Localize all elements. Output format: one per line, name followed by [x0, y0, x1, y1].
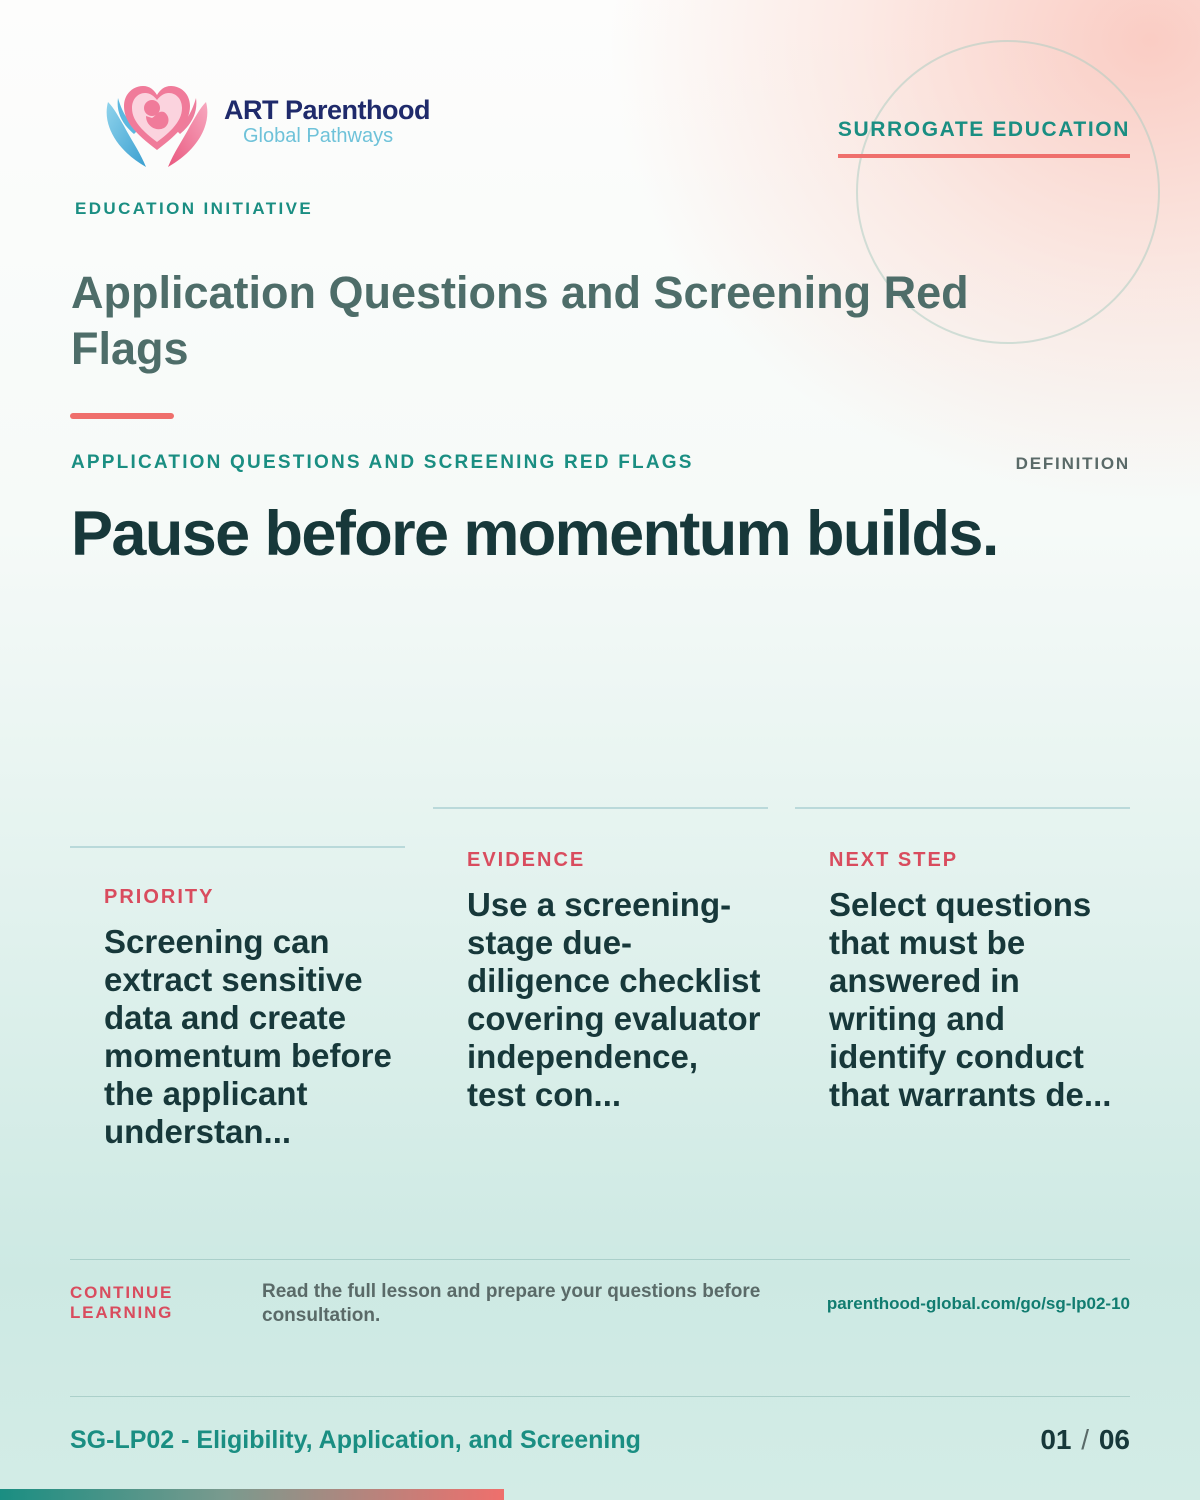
- card-next-step: [795, 807, 1130, 1114]
- category-label: SURROGATE EDUCATION: [838, 118, 1130, 158]
- card-label: EVIDENCE: [467, 849, 586, 871]
- continue-label: CONTINUE LEARNING: [70, 1283, 174, 1322]
- brand-tagline: Global Pathways: [243, 125, 394, 147]
- card-priority: [70, 846, 405, 1151]
- title-accent-rule: [70, 413, 174, 419]
- section-label: APPLICATION QUESTIONS AND SCREENING RED FLAGS: [71, 452, 694, 473]
- page-counter: [1040, 1424, 1130, 1456]
- section-type-badge: DEFINITION: [1015, 454, 1130, 473]
- brand-kicker: EDUCATION INITIATIVE: [75, 199, 314, 218]
- card-evidence: [433, 807, 768, 1114]
- page-total: 06: [1098, 1424, 1130, 1455]
- page-current: 01: [1040, 1424, 1072, 1455]
- headline: Pause before momentum builds.: [71, 499, 998, 569]
- progress-bar: [0, 1489, 1200, 1500]
- divider: [70, 1396, 1130, 1397]
- divider: [70, 1259, 1130, 1260]
- page-title: Application Questions and Screening Red Flags: [71, 267, 969, 374]
- course-title: SG-LP02 - Eligibility, Application, and Screening: [70, 1426, 641, 1454]
- card-body: Screening can extract sensitive data and create momentum before the applicant understan...: [104, 923, 392, 1150]
- card-label: NEXT STEP: [829, 849, 959, 871]
- continue-text: Read the full lesson and prepare your questions before consultation.: [262, 1281, 761, 1326]
- progress-fill: [0, 1489, 504, 1500]
- hands-heart-baby-icon: [100, 72, 214, 172]
- card-body: Use a screening-stage due-diligence checklist covering evaluator independence, test con...: [467, 886, 761, 1113]
- page-separator: /: [1081, 1424, 1090, 1455]
- lesson-link[interactable]: parenthood-global.com/go/sg-lp02-10: [826, 1294, 1130, 1313]
- card-body: Select questions that must be answered in writing and identify conduct that warrants de...: [829, 886, 1112, 1113]
- card-label: PRIORITY: [104, 886, 215, 908]
- brand-name: ART Parenthood: [224, 95, 430, 125]
